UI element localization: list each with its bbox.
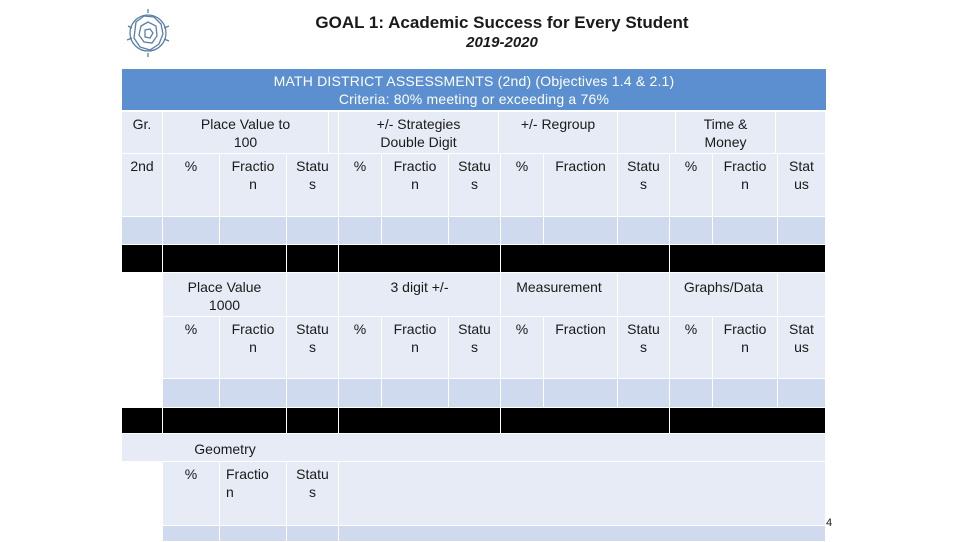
table-cell [287, 379, 339, 408]
col-status: Stat us [778, 154, 826, 217]
separator-row [163, 408, 287, 434]
table-cell [287, 217, 339, 245]
table-cell [382, 379, 449, 408]
section-geometry: Geometry [194, 441, 256, 457]
title-goal: GOAL 1: Academic Success for Every Student [315, 13, 689, 32]
table-cell [163, 379, 220, 408]
col-fraction: Fractio n [382, 317, 449, 379]
section-measurement: Measurement [501, 273, 618, 317]
separator-row [501, 408, 670, 434]
separator-row [287, 408, 339, 434]
separator-row [339, 245, 501, 273]
col-status: Statu s [618, 317, 670, 379]
school-logo [126, 8, 170, 58]
section-place-value-1000: Place Value 1000 [163, 273, 287, 317]
table-cell [122, 317, 163, 379]
separator-row [122, 245, 163, 273]
table-cell [329, 112, 339, 154]
separator-row [670, 408, 826, 434]
table-cell [544, 379, 618, 408]
table-cell [449, 217, 501, 245]
table-cell [122, 462, 163, 526]
col-fraction: Fractio n [713, 317, 778, 379]
table-cell [382, 217, 449, 245]
col-percent: % [163, 154, 220, 217]
table-cell [220, 379, 287, 408]
table-cell [339, 379, 382, 408]
col-fraction: Fractio n [220, 462, 287, 526]
table-cell [449, 379, 501, 408]
table-cell [220, 217, 287, 245]
table-cell [778, 379, 826, 408]
table-cell [618, 379, 670, 408]
table-cell [501, 217, 544, 245]
section-strategies-double-digit: +/- Strategies Double Digit [339, 112, 499, 154]
col-status: Statu s [287, 317, 339, 379]
col-status: Statu s [287, 462, 339, 526]
col-fraction: Fraction [544, 154, 618, 217]
table-cell [122, 217, 163, 245]
table-cell [618, 273, 670, 317]
separator-row [122, 408, 163, 434]
section-graphs-data: Graphs/Data [670, 273, 778, 317]
separator-row [339, 408, 501, 434]
table-cell [339, 462, 826, 526]
separator-row [163, 245, 287, 273]
section-regroup: +/- Regroup [499, 112, 618, 154]
col-status: Statu s [287, 154, 339, 217]
table-cell [339, 217, 382, 245]
table-cell [776, 112, 826, 154]
section-3-digit: 3 digit +/- [339, 273, 501, 317]
assessment-table [122, 112, 826, 542]
grade-value: 2nd [122, 154, 163, 217]
title-year: 2019-2020 [466, 34, 538, 51]
separator-row [501, 245, 670, 273]
col-status: Statu s [449, 317, 501, 379]
page-number: 4 [826, 517, 833, 529]
table-cell [778, 273, 826, 317]
col-percent: % [163, 462, 220, 526]
col-fraction: Fractio n [220, 317, 287, 379]
page-title [200, 12, 804, 53]
col-fraction: Fractio n [220, 154, 287, 217]
table-cell [713, 379, 778, 408]
table-cell [670, 217, 713, 245]
table-cell [544, 217, 618, 245]
table-cell [618, 217, 670, 245]
col-status: Statu s [449, 154, 501, 217]
col-fraction: Fraction [544, 317, 618, 379]
col-percent: % [163, 317, 220, 379]
col-percent: % [501, 154, 544, 217]
header-criteria: Criteria: 80% meeting or exceeding a 76% [338, 91, 610, 107]
section-place-value-100: Place Value to 100 [163, 112, 329, 154]
table-header-banner [122, 69, 826, 110]
table-cell [501, 379, 544, 408]
col-percent: % [339, 317, 382, 379]
col-fraction: Fractio n [382, 154, 449, 217]
section-time-money: Time & Money [676, 112, 776, 154]
col-fraction: Fractio n [713, 154, 778, 217]
separator-row [287, 245, 339, 273]
header-assessments: MATH DISTRICT ASSESSMENTS (2nd) (Objectives 1.4 & 2.1) [273, 73, 675, 89]
separator-row [670, 245, 826, 273]
col-percent: % [339, 154, 382, 217]
table-cell [778, 217, 826, 245]
col-percent: % [670, 154, 713, 217]
table-cell [618, 112, 676, 154]
table-cell [122, 379, 163, 408]
col-percent: % [670, 317, 713, 379]
table-cell [122, 273, 163, 317]
col-status: Stat us [778, 317, 826, 379]
table-cell [670, 379, 713, 408]
table-cell [713, 217, 778, 245]
gr-header: Gr. [122, 112, 163, 154]
table-cell [287, 273, 339, 317]
col-percent: % [501, 317, 544, 379]
col-status: Statu s [618, 154, 670, 217]
table-cell [163, 217, 220, 245]
